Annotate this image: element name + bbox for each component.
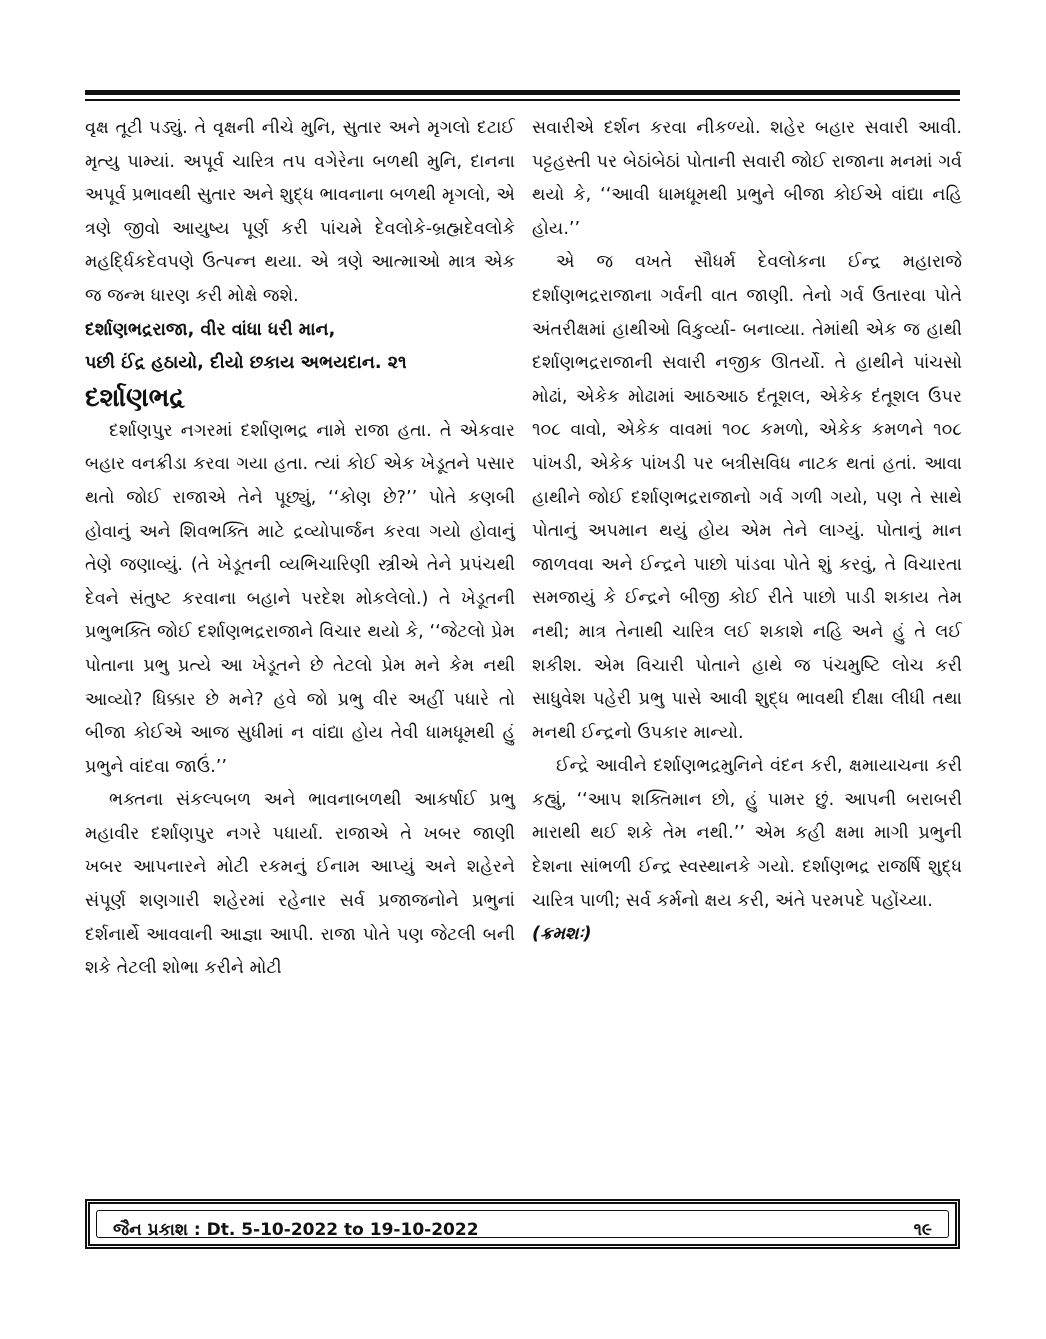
right-paragraph-3: ઈન્દ્રે આવીને દર્શાણભદ્રમુનિને વંદન કરી, ક્ષમાયાચના કરી કહ્યું, ‘‘આપ શક્તિમાન છો, હું પામર છું. આપની બરાબરી મારાથી થઈ શકે તેમ નથી.’’ એમ કહી ક્ષમા માગી પ્રભુની દેશના સાંભળી ઈન્દ્ર સ્વસ્થાનકે ગયો. દર્શાણભદ્ર રાજર્ષિ શુદ્ધ ચારિત્ર પાળી; સર્વ કર્મનો ક્ષય કરી, અંતે પરમપદે પહોંચ્યા. bbox=[532, 756, 962, 911]
left-paragraph-1: વૃક્ષ તૂટી પડ્યું. તે વૃક્ષની નીચે મુનિ, સુતાર અને મૃગલો દટાઈ મૃત્યુ પામ્યાં. અપૂર્વ ચારિત્ર તપ વગેરેના બળથી મુનિ, દાનના અપૂર્વ પ્રભાવથી સુતાર અને શુદ્ધ ભાવનાના બળથી મૃગલો, એ ત્રણે જીવો આયુષ્ય પૂર્ણ કરી પાંચમે દેવલોકે-બ્રહ્મદેવલોકે મહર્દ્ધિકદેવપણે ઉત્પન્ન થયા. એ ત્રણે આત્માઓ માત્ર એક જ જન્મ ધારણ કરી મોક્ષે જશે. bbox=[85, 118, 515, 306]
continued-marker: (ક્રમશઃ) bbox=[532, 924, 592, 945]
verse-line-1: દર્શાણભદ્રરાજા, વીર વાંધા ધરી માન, bbox=[85, 319, 336, 340]
right-paragraph-1: સવારીએ દર્શન કરવા નીકળ્યો. શહેર બહાર સવારી આવી. પટ્ટહસ્તી પર બેઠાંબેઠાં પોતાની સવારી જોઈ રાજાના મનમાં ગર્વ થયો કે, ‘‘આવી ધામધૂમથી પ્રભુને બીજા કોઈએ વાંદ્યા નહિ હોય.’’ bbox=[532, 118, 962, 239]
right-column bbox=[532, 112, 962, 952]
section-title: દર્શાણભદ્ર bbox=[85, 382, 185, 413]
left-paragraph-2: દર્શાણપુર નગરમાં દર્શાણભદ્ર નામે રાજા હતા. તે એકવાર બહાર વનક્રીડા કરવા ગયા હતા. ત્યાં કોઈ એક ખેડૂતને પસાર થતો જોઈ રાજાએ તેને પૂછ્યું, ‘‘કોણ છે?’’ પોતે કણબી હોવાનું અને શિવભક્તિ માટે દ્રવ્યોપાર્જન કરવા ગયો હોવાનું તેણે જણાવ્યું. (તે ખેડૂતની વ્યભિચારિણી સ્ત્રીએ તેને પ્રપંચથી દેવને સંતુષ્ટ કરવાના બહાને પરદેશ મોકલેલો.) તે ખેડૂતની પ્રભુભક્તિ જોઈ દર્શાણભદ્રરાજાને વિચાર થયો કે, ‘‘જેટલો પ્રેમ પોતાના પ્રભુ પ્રત્યે આ ખેડૂતને છે તેટલો પ્રેમ મને કેમ નથી આવ્યો? ધિક્કાર છે મને? હવે જો પ્રભુ વીર અહીં પધારે તો બીજા કોઈએ આજ સુધીમાં ન વાંદ્યા હોય તેવી ધામધૂમથી હું પ્રભુને વાંદવા જાઉં.’’ bbox=[85, 420, 515, 777]
page-number: ૧૯ bbox=[913, 1220, 932, 1240]
header-rule-thin bbox=[85, 99, 960, 101]
right-paragraph-2: એ જ વખતે સૌધર્મ દેવલોકના ઈન્દ્ર મહારાજે દર્શાણભદ્રરાજાના ગર્વની વાત જાણી. તેનો ગર્વ ઉતારવા પોતે અંતરીક્ષમાં હાથીઓ વિકુર્વ્યા- બનાવ્યા. તેમાંથી એક જ હાથી દર્શાણભદ્રરાજાની સવારી નજીક ઊતર્યો. તે હાથીને પાંચસો મોઢાં, એકેક મોઢામાં આઠઆઠ દંતૂશલ, એકેક દંતૂશલ ઉપર ૧૦૮ વાવો, એકેક વાવમાં ૧૦૮ કમળો, એકેક કમળને ૧૦૮ પાંખડી, એકેક પાંખડી પર બત્રીસવિધ નાટક થતાં હતાં. આવા હાથીને જોઈ દર્શાણભદ્રરાજાનો ગર્વ ગળી ગયો, પણ તે સાથે પોતાનું અપમાન થયું હોય એમ તેને લાગ્યું. પોતાનું માન જાળવવા અને ઈન્દ્રને પાછો પાંડવા પોતે શું કરવું, તે વિચારતા સમજાયું કે ઈન્દ્રને બીજી કોઈ રીતે પાછો પાડી શકાય તેમ નથી; માત્ર તેનાથી ચારિત્ર લઈ શકાશે નહિ અને હું તે લઈ શકીશ. એમ વિચારી પોતાને હાથે જ પંચમુષ્ટિ લોચ કરી સાધુવેશ પહેરી પ્રભુ પાસે આવી શુદ્ધ ભાવથી દીક્ષા લીધી તથા મનથી ઈન્દ્રનો ઉપકાર માન્યો. bbox=[532, 252, 962, 743]
header-rule-thick bbox=[85, 90, 960, 95]
left-paragraph-3: ભક્તના સંકલ્પબળ અને ભાવનાબળથી આકર્ષાઈ પ્રભુ મહાવીર દર્શાણપુર નગરે પધાર્યા. રાજાએ તે ખબર જાણી ખબર આપનારને મોટી રકમનું ઈનામ આપ્યું અને શહેરને સંપૂર્ણ શણગારી શહેરમાં રહેનાર સર્વ પ્રજાજનોને પ્રભુનાં દર્શનાર્થે આવવાની આજ્ઞા આપી. રાજા પોતે પણ જેટલી બની શકે તેટલી શોભા કરીને મોટી bbox=[85, 790, 515, 979]
footer-inner-frame bbox=[96, 1210, 949, 1238]
publication-line: જૈન પ્રકાશ : Dt. 5-10-2022 to 19-10-2022 bbox=[113, 1220, 479, 1240]
footer-bar bbox=[85, 1199, 960, 1249]
verse-line-2: પછી ઈંદ્ર હઠાયો, દીયો છકાય અભયદાન. ૨૧ bbox=[85, 353, 407, 374]
left-column bbox=[85, 112, 515, 986]
